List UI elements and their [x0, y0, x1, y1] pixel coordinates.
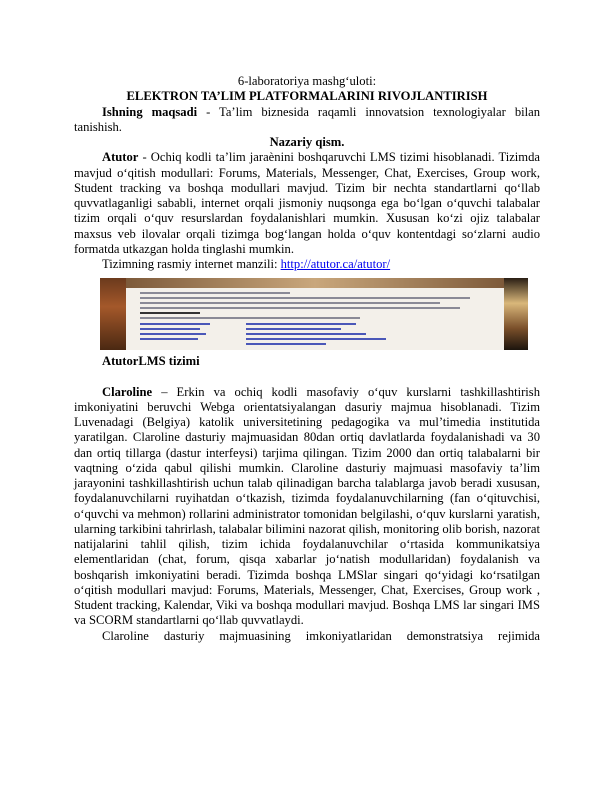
screenshot-page-area	[126, 278, 504, 350]
lab-title: 6-laboratoriya mashg‘uloti:	[237, 74, 377, 88]
screenshot-link-line	[246, 328, 341, 330]
claroline-text: – Erkin va ochiq kodli masofaviy o‘quv kurslarni tashkillashtirish imkoniyatini beruvchi Webga orientatsiyalangan dasuriy majmua hisoblanadi. Tizim Luvenadagi (Belgiya) katolik universitetining pedagogika va mul’timedia institutida yaratilgan. Claroline dasturiy majmuasidan 80dan ortiq davlatlarda foydalanishadi va 30 dan ortiq tillarga (dastur interfeysi) tarjima qilingan. Tizim 2000 dan ortiq talabalarni bir vaqtning o‘zida qabul qilishi mumkin. Claroline dasturiy majmuasi masofaviy ta’lim jarayonini tashkillashtirish uchun talab qilinadigan barcha talablarga javob beradi xususan, foydalanuvchilarni ruyihatdan o‘tkazish, tizimda foydalanuvchilarning (fan o‘qituvchisi, o‘quvchi va mehmon) rollarini administrator tomonidan belgilashi, o‘quv kurslarni yaratish, ularning tarkibini tahrirlash, talabalar bilimini nazorat qilish, monitoring olib borish, nazorat natijalarini tahlil qilish, tizim ichida foydalanuvchilar o‘rtasida kommunikatsiya elementlaridan (chat, forum, qisqa xabarlar jo‘natish modullaridan) foydalanish va boshqarish imkoniyatini beradi. Tizimda boshqa LMSlar singari qo‘yidagi ko‘rsatilgan o‘qitish modullari mavjud: Forums, Materials, Messenger, Chat, Exercises, Group work , Student tracking, Kalendar, Viki va boshqa modullari mavjud. Boshqa LMS lar singari IMS va SCORM standartlarni qo‘llab quvvatlaydi.	[74, 384, 540, 628]
atutor-site-link[interactable]: http://atutor.ca/atutor/	[280, 257, 391, 271]
theory-heading	[74, 135, 540, 150]
screenshot-link-line	[246, 323, 356, 325]
screenshot-banner	[126, 278, 504, 288]
screenshot-left-border	[100, 278, 126, 350]
screenshot-text-line	[140, 297, 470, 299]
atutor-text: - Ochiq kodli ta’lim jaraènini boshqaruvchi LMS tizimi hisoblanadi. Tizimda mavjud o‘qitish modullari: Forums, Materials, Messenger, Chat, Exercises, Group work, Student tracking va boshqa modullari mavjud. Tizim bir nechta standartlarni qo‘llab quvvatlaganligi sababli, internet orqali jismoniy nuqsonga ega bo‘lgan o‘quvchi talabalar tizim orqali o‘quv resurslardan foydalanishlari mumkin. Xususan ko‘zi ojiz talabalar maxsus veb ilovalar orqali tizimga bog‘langan holda o‘quv kontentdagi so‘zlarni audio formatda utkazgan holda tinglashi mumkin.	[74, 150, 540, 256]
document-body	[74, 74, 540, 644]
paragraph-spacer	[74, 370, 540, 385]
screenshot-text-line	[140, 307, 460, 309]
screenshot-link-line	[246, 343, 326, 345]
screenshot-link-line	[246, 333, 366, 335]
figure-caption-text: AtutorLMS tizimi	[102, 354, 200, 369]
screenshot-right-border	[504, 278, 528, 350]
atutor-term: Atutor	[102, 150, 139, 165]
screenshot-link-line	[140, 333, 206, 335]
screenshot-heading-line	[140, 312, 200, 314]
screenshot-link-line	[140, 328, 200, 330]
goal-label: Ishning maqsadi	[102, 104, 198, 119]
claroline-term: Claroline	[102, 384, 153, 399]
atutor-site-prefix: Tizimning rasmiy internet manzili:	[102, 257, 281, 271]
screenshot-text-line	[140, 292, 290, 294]
screenshot-text-line	[140, 317, 360, 319]
atutor-screenshot-image	[100, 278, 528, 350]
figure-caption	[74, 354, 540, 369]
goal-text: - Ta’lim biznesida raqamli innovatsion texnologiyalar bilan tanishish.	[74, 104, 540, 134]
main-title	[74, 89, 540, 104]
goal-paragraph	[74, 105, 540, 136]
theory-heading-text: Nazariy qism.	[269, 135, 345, 149]
screenshot-link-line	[246, 338, 386, 340]
screenshot-text-line	[140, 302, 440, 304]
atutor-paragraph	[74, 150, 540, 257]
claroline-last-line: Claroline dasturiy majmuasining imkoniyatlaridan demonstratsiya rejimida	[102, 628, 540, 643]
main-title-text: ELEKTRON TA’LIM PLATFORMALARINI RIVOJLANTIRISH	[126, 89, 488, 104]
claroline-paragraph	[74, 385, 540, 629]
screenshot-link-line	[140, 338, 198, 340]
screenshot-link-line	[140, 323, 210, 325]
atutor-site-line	[74, 257, 540, 272]
